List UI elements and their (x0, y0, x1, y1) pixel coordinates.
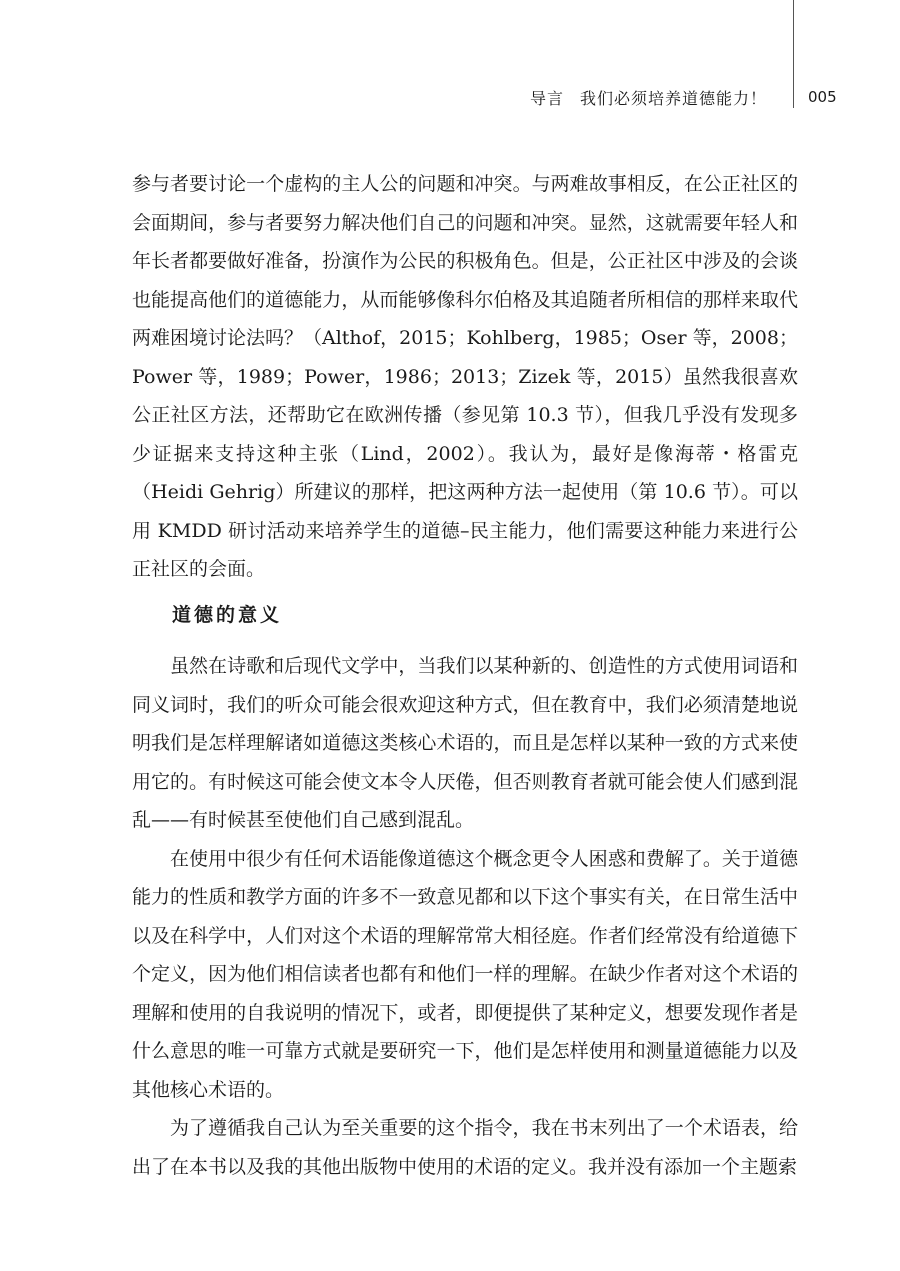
paragraph: 在使用中很少有任何术语能像道德这个概念更令人困惑和费解了。关于道德能力的性质和教学方面的许多不一致意见都和以下这个事实有关，在日常生活中以及在科学中，人们对这个术语的理解常常大相径庭。作者们经常没有给道德下个定义，因为他们相信读者也都有和他们一样的理解。在缺少作者对这个术语的理解和使用的自我说明的情况下，或者，即便提供了某种定义，想要发现作者是什么意思的唯一可靠方式就是要研究一下，他们是怎样使用和测量道德能力以及其他核心术语的。 (132, 847, 798, 1101)
paragraph: 为了遵循我自己认为至关重要的这个指令，我在书末列出了一个术语表，给出了在本书以及我的其他出版物中使用的术语的定义。我并没有添加一个主题索 (132, 1117, 798, 1178)
chapter-label: 导言 (529, 89, 564, 108)
chapter-title: 我们必须培养道德能力！ (579, 89, 767, 108)
section-heading: 道德的意义 (172, 604, 283, 626)
paragraph: 参与者要讨论一个虚构的主人公的问题和冲突。与两难故事相反，在公正社区的会面期间，参与者要努力解决他们自己的问题和冲突。显然，这就需要年轻人和年长者都要做好准备，扮演作为公民的积极角色。但是，公正社区中涉及的会谈也能提高他们的道德能力，从而能够像科尔伯格及其追随者所相信的那样来取代两难困境讨论法吗？（Althof，2015；Kohlberg，1985；Oser 等，2008；Power 等，1989；Power，1986；2013；Zizek 等，2015）虽然我很喜欢公正社区方法，还帮助它在欧洲传播（参见第 10.3 节），但我几乎没有发现多少证据来支持这种主张（Lind，2002）。我认为，最好是像海蒂・格雷克（Heidi Gehrig）所建议的那样，把这两种方法一起使用（第 10.6 节）。可以用 KMDD 研讨活动来培养学生的道德–民主能力，他们需要这种能力来进行公正社区的会面。 (132, 173, 798, 580)
page-number: 005 (808, 88, 837, 106)
paragraph: 虽然在诗歌和后现代文学中，当我们以某种新的、创造性的方式使用词语和同义词时，我们的听众可能会很欢迎这种方式，但在教育中，我们必须清楚地说明我们是怎样理解诸如道德这类核心术语的，而且是怎样以某种一致的方式来使用它的。有时候这可能会使文本令人厌倦，但否则教育者就可能会使人们感到混乱——有时候甚至使他们自己感到混乱。 (132, 655, 798, 831)
running-head (530, 86, 767, 109)
section-body (132, 647, 798, 1186)
header-vertical-rule (793, 0, 794, 108)
body-text-top (132, 165, 798, 589)
